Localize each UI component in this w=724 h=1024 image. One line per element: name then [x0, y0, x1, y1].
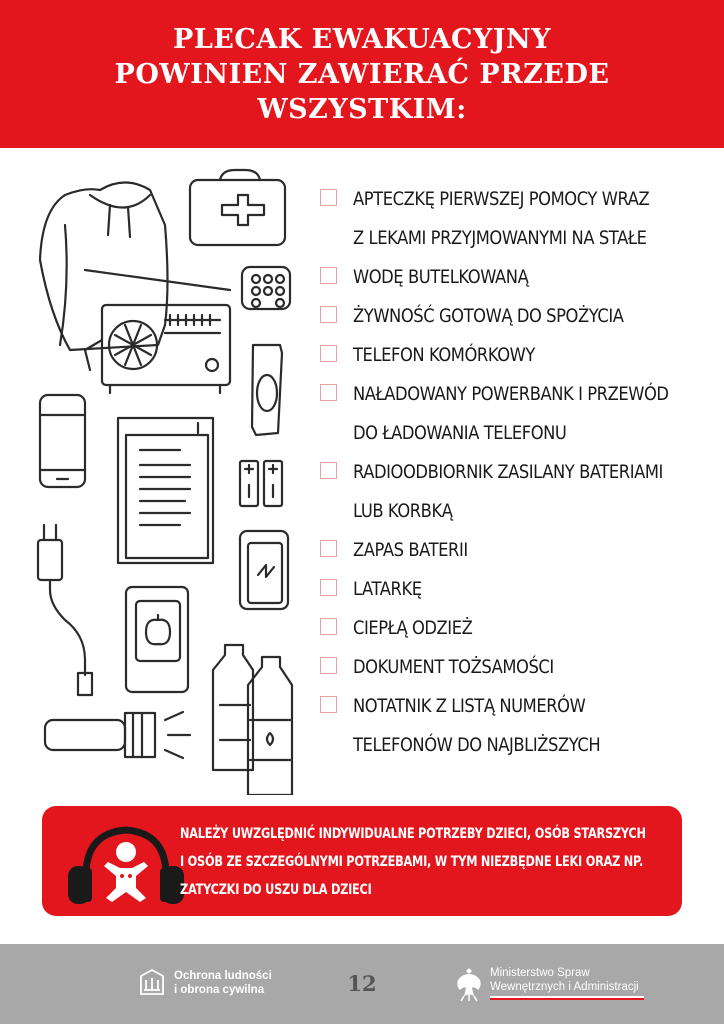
checklist-item-label: NOTATNIK Z LISTĄ NUMERÓW TELEFONÓW DO NAJBLIŻSZYCH — [353, 695, 601, 756]
polish-flag-stripe — [490, 996, 644, 1000]
checkbox[interactable] — [320, 696, 337, 713]
checklist-item-label: ŻYWNOŚĆ GOTOWĄ DO SPOŻYCIA — [353, 305, 624, 327]
checklist-item — [320, 375, 715, 453]
checklist-item — [320, 297, 715, 336]
checklist-item-label: WODĘ BUTELKOWANĄ — [353, 266, 529, 288]
powerbank-icon — [240, 531, 288, 609]
water-bottles-icon — [213, 645, 292, 795]
checkbox[interactable] — [320, 618, 337, 635]
evacuation-items-illustration — [30, 165, 315, 795]
pill-pack-icon — [242, 267, 290, 309]
batteries-icon — [240, 461, 282, 506]
checkbox[interactable] — [320, 345, 337, 362]
checklist-item — [320, 531, 715, 570]
checkbox[interactable] — [320, 306, 337, 323]
hoodie-icon — [40, 183, 168, 351]
page-title-line-2: POWINIEN ZAWIERAĆ PRZEDE — [114, 58, 610, 90]
mobile-phone-icon — [40, 395, 85, 487]
checkbox[interactable] — [320, 462, 337, 479]
checkbox[interactable] — [320, 189, 337, 206]
checklist-item — [320, 453, 715, 531]
page-title-line-3: WSZYSTKIM: — [257, 93, 467, 125]
footer — [0, 944, 724, 1024]
ministry-label: Ministerstwo Spraw Wewnętrznych i Administracji — [490, 967, 639, 993]
checkbox[interactable] — [320, 540, 337, 557]
notice-text: NALEŻY UWZGLĘDNIĆ INDYWIDUALNE POTRZEBY DZIECI, OSÓB STARSZYCH I OSÓB ZE SZCZEGÓLNYMI POTRZEBAMI, W TYM NIEZBĘDNE LEKI ORAZ NP. ZATYCZKI DO USZU DLA DZIECI — [180, 826, 646, 898]
checklist-item-label: CIEPŁĄ ODZIEŻ — [353, 617, 473, 639]
first-aid-kit-icon — [190, 170, 285, 245]
page-title-line-1: PLECAK EWAKUACYJNY — [173, 23, 551, 55]
checklist-item — [320, 687, 715, 765]
checkbox[interactable] — [320, 267, 337, 284]
charger-cable-icon — [38, 525, 92, 695]
checklist-item-label: NAŁADOWANY POWERBANK I PRZEWÓD DO ŁADOWANIA TELEFONU — [353, 383, 669, 444]
checkbox[interactable] — [320, 657, 337, 674]
checklist-item-label: ZAPAS BATERII — [353, 539, 468, 561]
food-jar-icon — [126, 587, 188, 692]
eagle-emblem-icon — [452, 964, 486, 1008]
civil-protection-logo — [135, 966, 169, 1004]
checklist-item — [320, 648, 715, 687]
checklist-item — [320, 609, 715, 648]
page-number: 12 — [347, 971, 377, 996]
checklist-item-label: APTECZKĘ PIERWSZEJ POMOCY WRAZ Z LEKAMI PRZYJMOWANYMI NA STAŁE — [353, 188, 650, 249]
checkbox[interactable] — [320, 579, 337, 596]
checklist-item — [320, 258, 715, 297]
checklist-item-label: TELEFON KOMÓRKOWY — [353, 344, 535, 366]
checklist-item — [320, 570, 715, 609]
document-folder-icon — [118, 418, 213, 563]
baby-with-headphones-icon — [64, 818, 188, 906]
food-bar-icon — [252, 345, 282, 435]
radio-icon — [85, 270, 230, 393]
checklist-item-label: DOKUMENT TOŻSAMOŚCI — [353, 656, 554, 678]
special-needs-notice — [42, 806, 682, 916]
header-banner — [0, 0, 724, 148]
checklist-item-label: RADIOODBIORNIK ZASILANY BATERIAMI LUB KORBKĄ — [353, 461, 663, 522]
flashlight-icon — [45, 712, 190, 758]
civil-protection-label: Ochrona ludności i obrona cywilna — [174, 970, 272, 996]
checkbox[interactable] — [320, 384, 337, 401]
checklist-item — [320, 180, 715, 258]
checklist — [320, 180, 715, 765]
checklist-item — [320, 336, 715, 375]
checklist-item-label: LATARKĘ — [353, 578, 422, 600]
